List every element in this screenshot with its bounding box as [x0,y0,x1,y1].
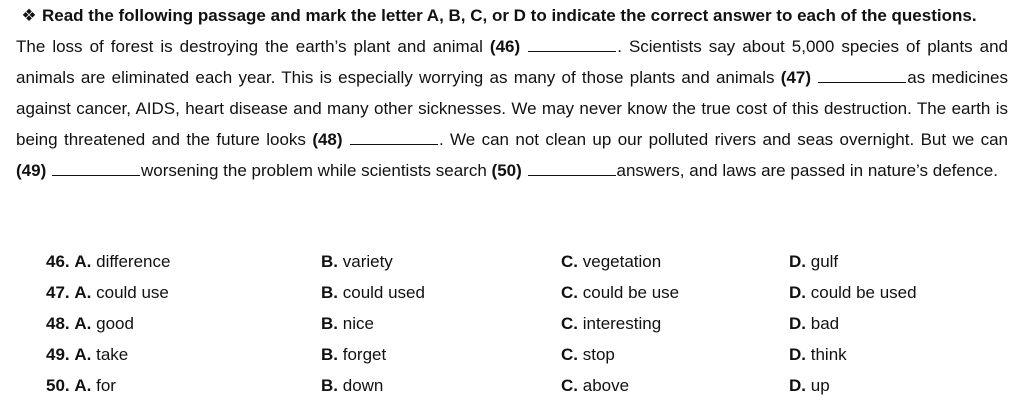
option-b[interactable]: B. nice [321,314,374,333]
option-d[interactable]: D. could be used [789,283,917,302]
blank-number-47: (47) [780,68,812,87]
option-a[interactable]: 47. A. could use [46,283,169,302]
diamond-bullet-icon: ❖ [21,6,37,25]
blank-number-49: (49) [16,161,47,180]
answer-options [16,246,1008,401]
option-d[interactable]: D. think [789,345,847,364]
passage-text: worsening the problem while scientists search [140,161,492,180]
option-c[interactable]: C. could be use [561,283,680,302]
option-c[interactable]: C. stop [561,345,615,364]
blank-50 [528,163,616,176]
passage-text: . Scientists say about 5,000 species of plants and animals are eliminated each year. This is especially worrying as many of those plants and animals [16,37,1008,87]
option-c[interactable]: C. interesting [561,314,662,333]
option-c[interactable]: C. vegetation [561,252,662,271]
option-a[interactable]: 46. A. difference [46,252,171,271]
question-row-48 [16,308,1008,339]
option-b[interactable]: B. could used [321,283,425,302]
document [16,0,1008,395]
passage-text: answers, and laws are passed in nature’s defence. [616,161,998,180]
instructions [16,0,1008,31]
option-a[interactable]: 50. A. for [46,376,116,395]
question-row-47 [16,277,1008,308]
question-row-50 [16,370,1008,401]
passage-text: as medicines against cancer, AIDS, heart disease and many other sicknesses. We may never know the true cost of this destruction. The earth is being threatened and the future looks [16,68,1008,149]
option-b[interactable]: B. forget [321,345,387,364]
question-row-46 [16,246,1008,277]
blank-49 [52,163,140,176]
option-c[interactable]: C. above [561,376,630,395]
option-a[interactable]: 49. A. take [46,345,129,364]
blank-number-46: (46) [489,37,521,56]
passage-text: The loss of forest is destroying the earth’s plant and animal [16,37,490,56]
question-row-49 [16,339,1008,370]
option-d[interactable]: D. up [789,376,830,395]
passage [16,31,1008,186]
blank-47 [818,70,906,83]
blank-number-50: (50) [491,161,522,180]
option-b[interactable]: B. down [321,376,384,395]
blank-number-48: (48) [312,130,343,149]
option-d[interactable]: D. gulf [789,252,839,271]
option-a[interactable]: 48. A. good [46,314,134,333]
option-d[interactable]: D. bad [789,314,840,333]
passage-text: . We can not clean up our polluted rivers and seas overnight. But we can [438,130,1008,149]
option-b[interactable]: B. variety [321,252,393,271]
blank-46 [528,39,616,52]
instruction-text: Read the following passage and mark the letter A, B, C, or D to indicate the correct answer to each of the questions. [42,6,977,25]
blank-48 [350,132,438,145]
